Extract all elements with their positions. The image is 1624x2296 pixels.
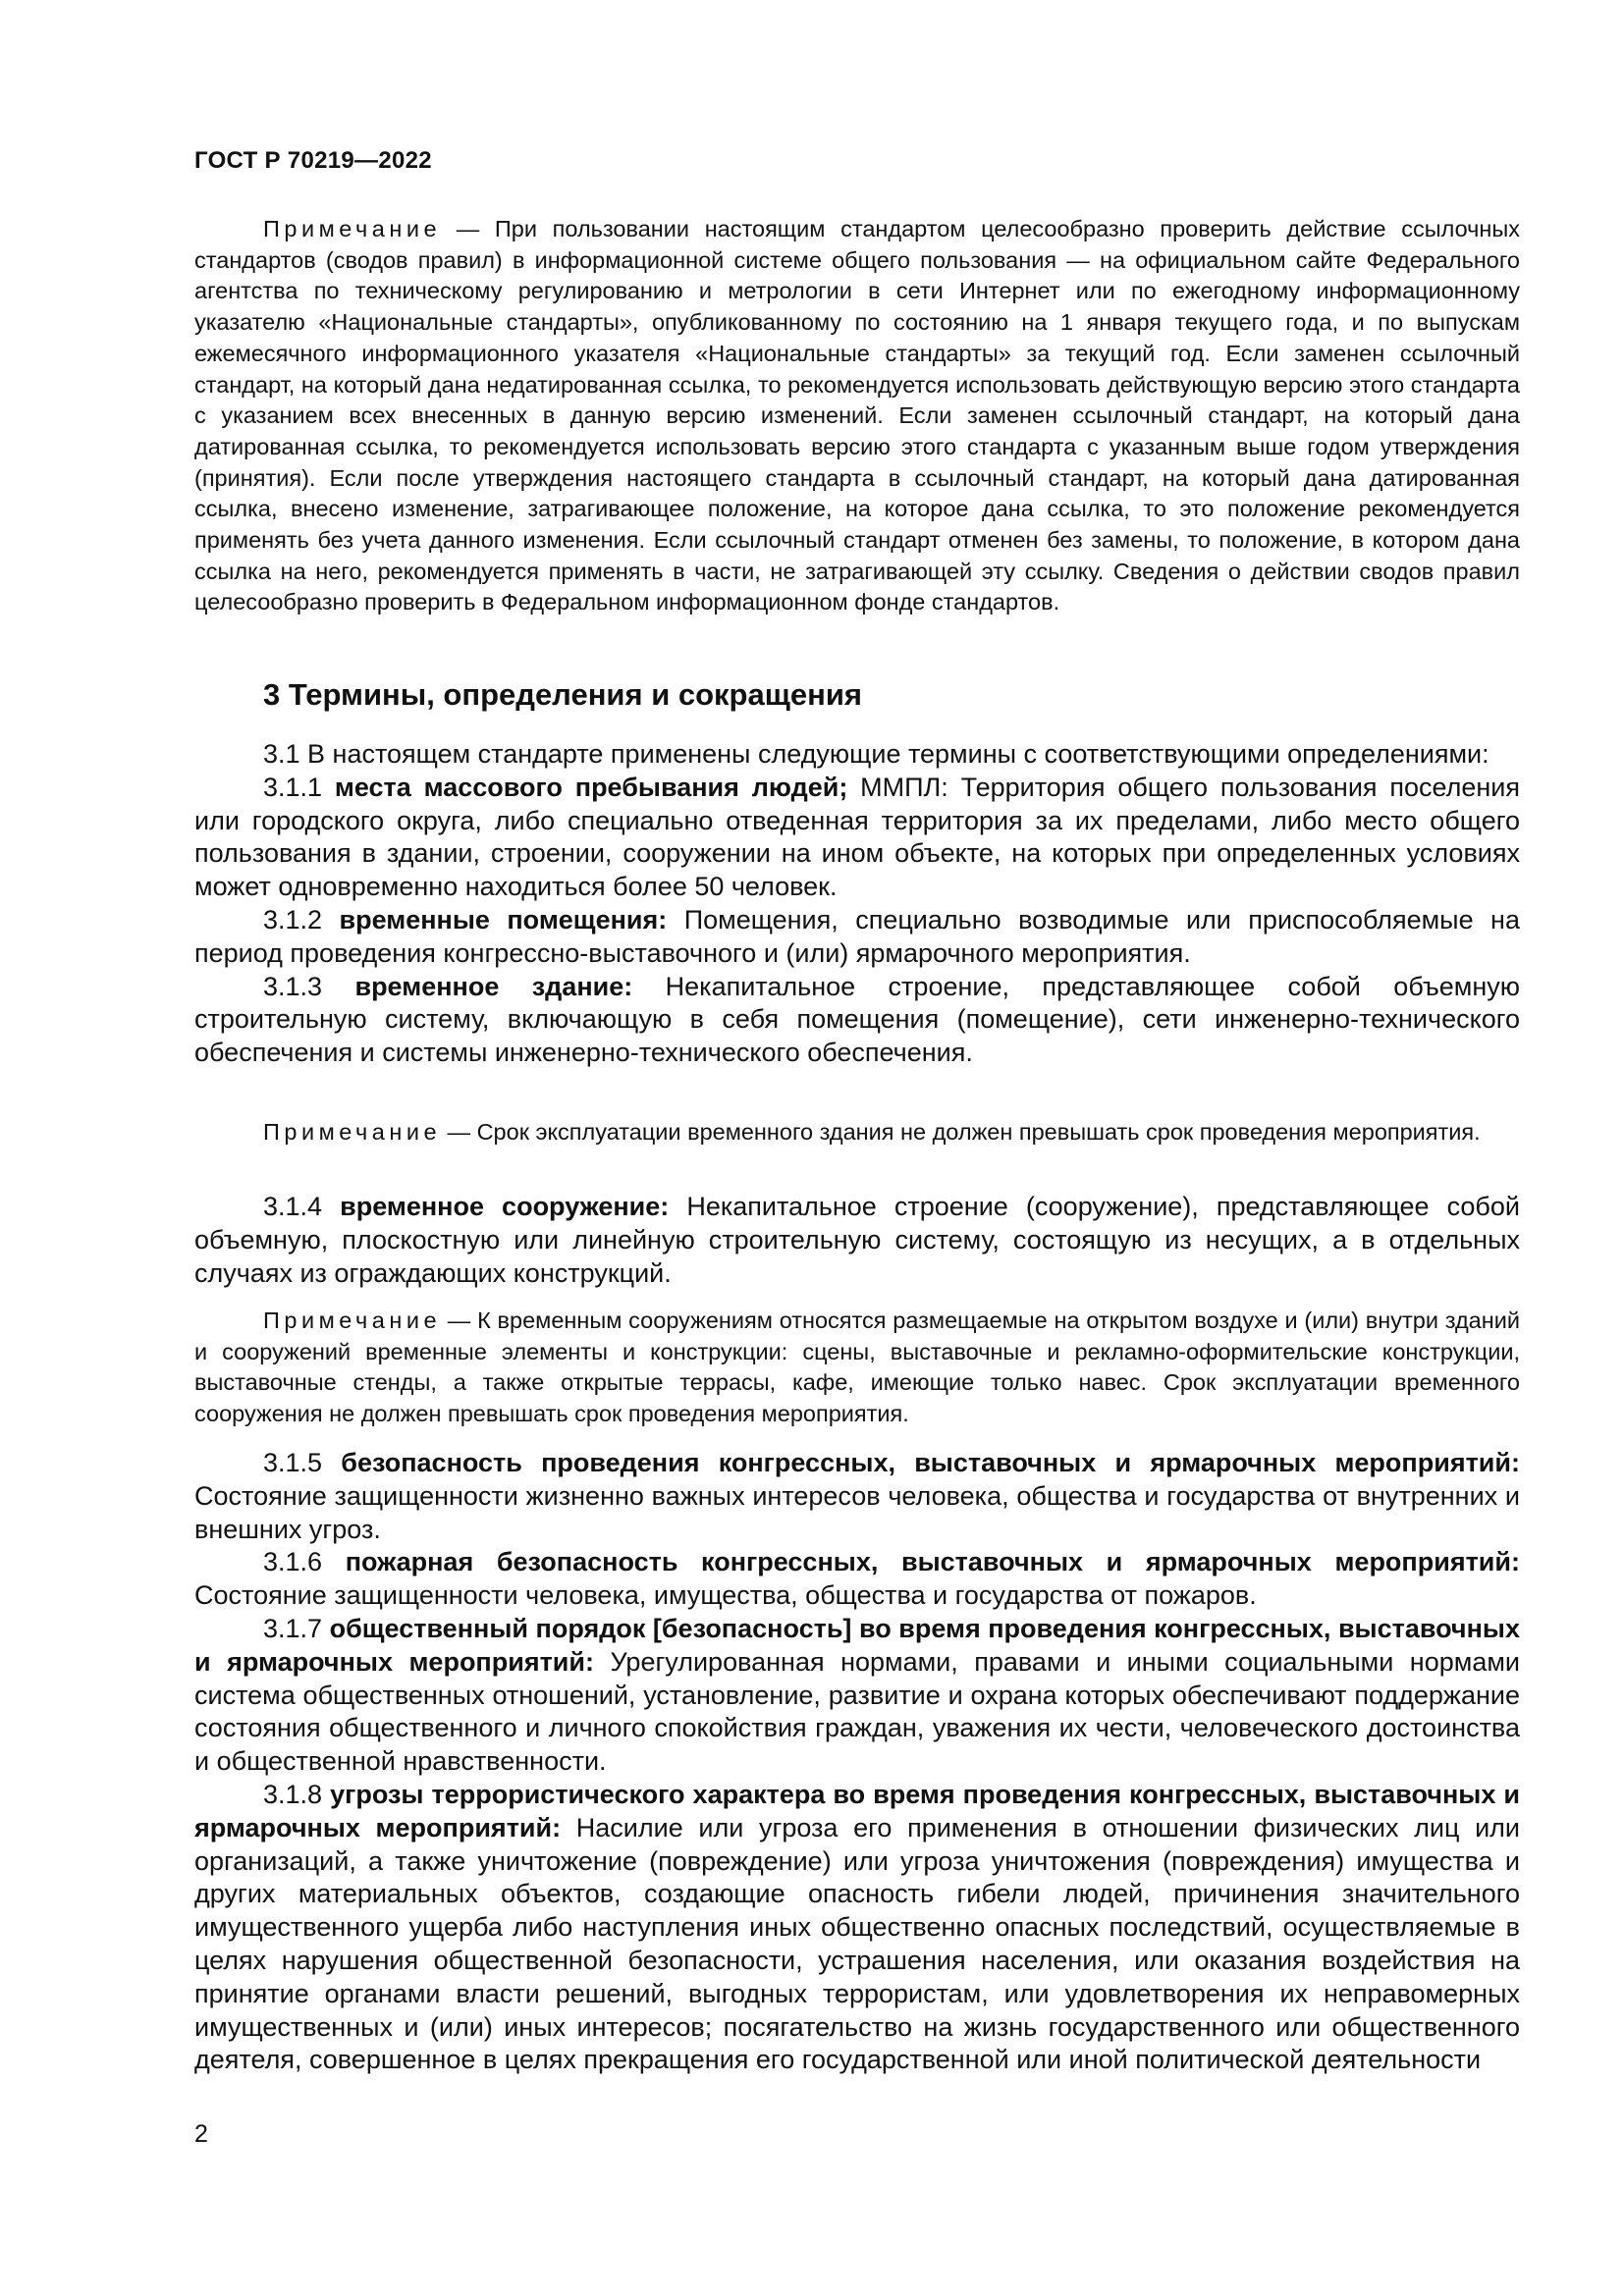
note-referenced-standards bbox=[194, 214, 1520, 618]
definition: Урегулированная нормами, правами и иными социальными нормами система общественных отношений, установление, развитие и охрана которых обеспечивают поддержание состояния общественного и личного спокойствия граждан, уважения их чести, человеческого достоинства и общественной нравственности. bbox=[194, 1646, 1520, 1777]
term: безопасность проведения конгрессных, выставочных и ярмарочных мероприятий: bbox=[341, 1448, 1520, 1477]
term: временные помещения: bbox=[339, 904, 668, 934]
paragraph-3-1: 3.1 В настоящем стандарте применены следующие термины с соответствующими определениями: bbox=[263, 739, 1489, 769]
clause-number: 3.1.4 bbox=[263, 1192, 341, 1221]
paragraph-3-1-3 bbox=[194, 971, 1520, 1070]
note-label: Примечание bbox=[263, 216, 442, 241]
section-title: 3 Термины, определения и сокращения bbox=[263, 677, 862, 712]
paragraph-3-1-5 bbox=[194, 1447, 1520, 1546]
document-code: ГОСТ Р 70219—2022 bbox=[194, 147, 432, 174]
note-dash: — bbox=[441, 216, 495, 241]
paragraph-3-1-2 bbox=[194, 904, 1520, 971]
clause-number: 3.1.3 bbox=[263, 971, 355, 1001]
term: временное здание: bbox=[354, 971, 633, 1001]
note-label: Примечание bbox=[263, 1119, 442, 1145]
note-temporary-structure bbox=[194, 1306, 1520, 1430]
term: угрозы террористического характера во время проведения конгрессных, выставочных и ярмарочных мероприятий: bbox=[194, 1779, 1520, 1842]
definition: Состояние защищенности жизненно важных интересов человека, общества и государства от внутренних и внешних угроз. bbox=[194, 1480, 1520, 1544]
paragraph-3-1-7 bbox=[194, 1613, 1520, 1779]
note-text: — Срок эксплуатации временного здания не должен превышать срок проведения мероприятия. bbox=[441, 1119, 1481, 1145]
definition: Помещения, специально возводимые или приспособляемые на период проведения конгрессно-выставочного и (или) ярмарочного мероприятия. bbox=[194, 904, 1520, 968]
term: пожарная безопасность конгрессных, выставочных и ярмарочных мероприятий: bbox=[345, 1547, 1520, 1577]
definition: ММПЛ: Территория общего пользования поселения или городского округа, либо специально отведенная территория за их пределами, либо место общего пользования в здании, строении, сооружении на ином объекте, на которых при определенных условиях может одновременно находиться более 50 человек. bbox=[194, 772, 1521, 902]
term: места массового пребывания людей; bbox=[334, 772, 848, 802]
clause-number: 3.1.1 bbox=[263, 772, 335, 802]
paragraph-3-1-4 bbox=[194, 1191, 1520, 1290]
term: общественный порядок [безопасность] во время проведения конгрессных, выставочных и ярмарочных мероприятий: bbox=[194, 1613, 1520, 1677]
note-temporary-building bbox=[194, 1117, 1520, 1148]
page-number: 2 bbox=[194, 2120, 208, 2148]
paragraph-3-1-1 bbox=[194, 772, 1520, 904]
clause-number: 3.1.6 bbox=[263, 1547, 346, 1577]
definitions-block-1 bbox=[194, 738, 1520, 1070]
definition: Некапитальное строение (сооружение), представляющее собой объемную, плоскостную или линейную строительную систему, состоящую из несущих, а в отдельных случаях из ограждающих конструкций. bbox=[194, 1192, 1520, 1288]
definition: Состояние защищенности человека, имущества, общества и государства от пожаров. bbox=[194, 1580, 1257, 1611]
clause-number: 3.1.2 bbox=[263, 904, 340, 934]
paragraph-3-1-6 bbox=[194, 1546, 1520, 1613]
term: временное сооружение: bbox=[340, 1192, 670, 1221]
definition: Насилие или угроза его применения в отношении физических лиц или организаций, а также уничтожение (повреждение) или угроза уничтожения (повреждения) имущества и других материальных объектов, создающие опасность гибели людей, причинения значительного имущественного ущерба либо наступления иных общественно опасных последствий, осуществляемые в целях нарушения общественной безопасности, устрашения населения, или оказания воздействия на принятие органами власти решений, выгодных террористам, или удовлетворения их неправомерных имущественных и (или) иных интересов; посягательство на жизнь государственного или общественного деятеля, совершенное в целях прекращения его государственной или иной политической деятельности bbox=[194, 1812, 1521, 2075]
note-text: При пользовании настоящим стандартом целесообразно проверить действие ссылочных стандартов (сводов правил) в информационной системе общего пользования — на официальном сайте Федерального агентства по техническому регулированию и метрологии в сети Интернет или по ежегодному информационному указателю «Национальные стандарты», опубликованному по состоянию на 1 января текущего года, и по выпускам ежемесячного информационного указателя «Национальные стандарты» за текущий год. Если заменен ссылочный стандарт, на который дана недатированная ссылка, то рекомендуется использовать действующую версию этого стандарта с указанием всех внесенных в данную версию изменений. Если заменен ссылочный стандарт, на который дана датированная ссылка, то рекомендуется использовать версию этого стандарта с указанным выше годом утверждения (принятия). Если после утверждения настоящего стандарта в ссылочный стандарт, на который дана датированная ссылка, внесено изменение, затрагивающее положение, на которое дана ссылка, то это положение рекомендуется применять без учета данного изменения. Если ссылочный стандарт отменен без замены, то положение, в котором дана ссылка на него, рекомендуется применять в части, не затрагивающей эту ссылку. Сведения о действии сводов правил целесообразно проверить в Федеральном информационном фонде стандартов. bbox=[194, 216, 1520, 615]
clause-number: 3.1.5 bbox=[263, 1448, 342, 1477]
definitions-block-3 bbox=[194, 1447, 1520, 2077]
clause-number: 3.1.7 bbox=[263, 1613, 330, 1643]
note-text: — К временным сооружениям относятся размещаемые на открытом воздухе и (или) внутри зданий и сооружений временные элементы и конструкции: сцены, выставочные и рекламно-оформительские конструкции, выставочные стенды, а также открытые террасы, кафе, имеющие только навес. Срок эксплуатации временного сооружения не должен превышать срок проведения мероприятия. bbox=[194, 1308, 1520, 1427]
clause-number: 3.1.8 bbox=[263, 1779, 331, 1809]
definition: Некапитальное строение, представляющее собой объемную строительную систему, включающую в себя помещения (помещение), сети инженерно-технического обеспечения и системы инженерно-технического обеспечения. bbox=[194, 971, 1520, 1068]
note-label: Примечание bbox=[263, 1308, 442, 1333]
definitions-block-2 bbox=[194, 1191, 1520, 1290]
paragraph-3-1-8 bbox=[194, 1779, 1520, 2077]
